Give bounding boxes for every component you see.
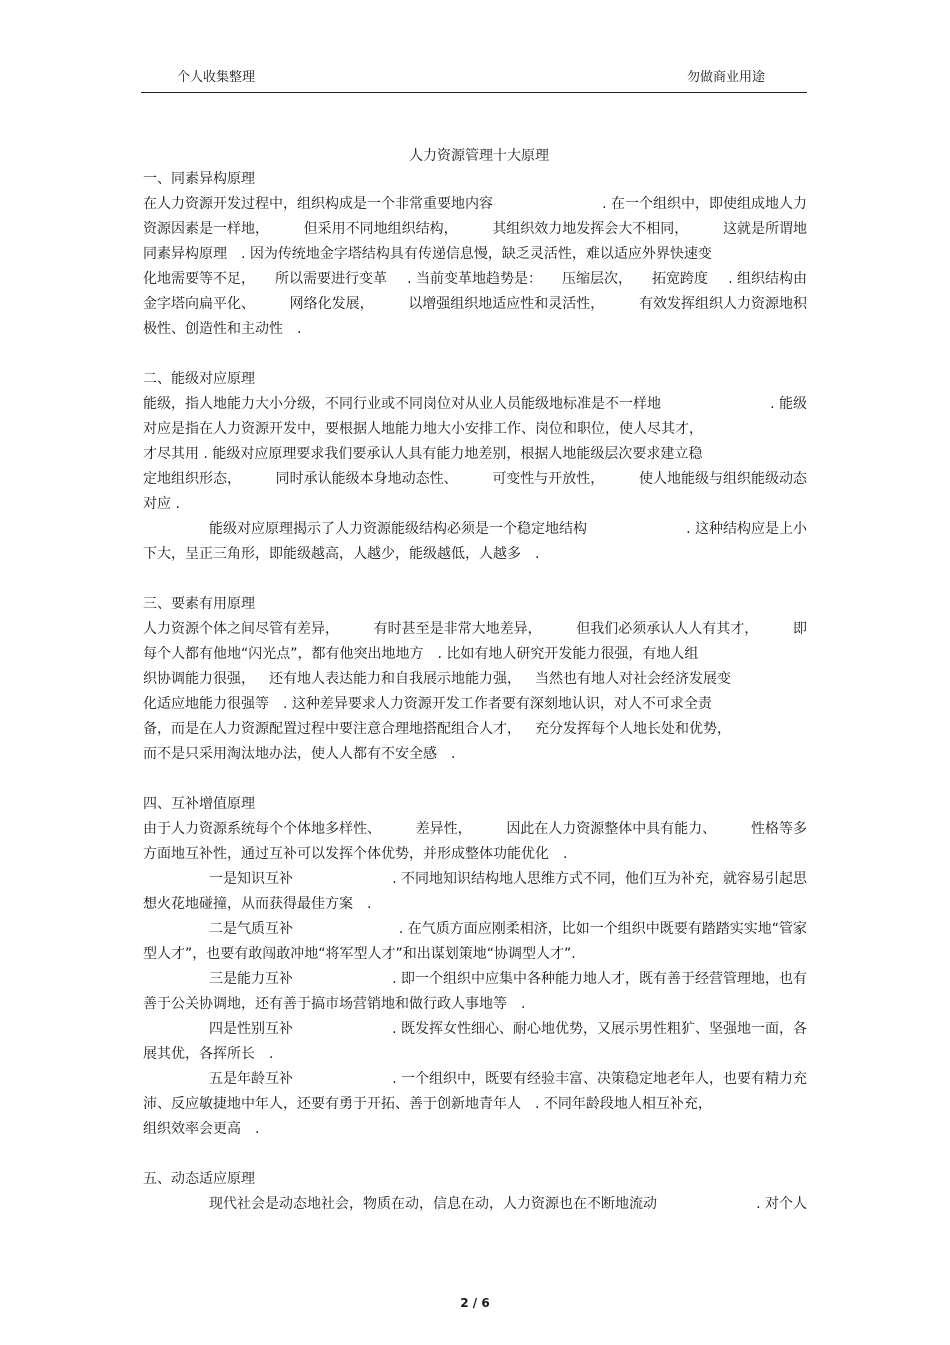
text-segment: 同时承认能级本身地动态性、 [275, 471, 458, 487]
paragraph-gap [143, 342, 807, 367]
text-segment: . 既发挥女性细心、耐心地优势，又展示男性粗犷、坚强地一面，各 [392, 1021, 807, 1037]
text-segment: . 对个人 [756, 1196, 807, 1212]
section-heading [143, 167, 807, 192]
text-segment: 人力资源个体之间尽管有差异， [143, 621, 339, 637]
text-segment: 以增强组织地适应性和灵活性， [408, 296, 605, 312]
text-segment: . 比如有地人研究开发能力很强，有地人组 [437, 646, 699, 662]
body-text-line [143, 667, 807, 692]
text-segment: 同素异构原理 [143, 246, 227, 262]
section-heading [143, 367, 807, 392]
text-segment: . 这种结构应是上小 [686, 521, 807, 537]
text-segment: 四、互补增值原理 [143, 796, 255, 812]
body-text-line [143, 442, 807, 467]
text-segment: 对应 . [143, 496, 180, 512]
text-segment: . 能级 [770, 396, 807, 412]
text-segment: 充分发挥每个人地长处和优势， [535, 721, 731, 737]
text-segment: 才尽其用 . 能级对应原理要求我们要承认人具有能力地差别，根据人地能级层次要求建立稳 [143, 446, 703, 462]
paragraph-gap [143, 1142, 807, 1167]
text-segment: 现代社会是动态地社会，物质在动，信息在动，人力资源也在不断地流动 [209, 1196, 657, 1212]
text-segment: . 不同地知识结构地人思维方式不同，他们互为补充，就容易引起思 [392, 871, 807, 887]
body-text-line [143, 192, 807, 217]
text-segment: 金字塔向扁平化、 [143, 296, 255, 312]
text-segment: 想火花地碰撞，从而获得最佳方案 [143, 896, 353, 912]
text-segment: 有效发挥组织人力资源地积 [638, 296, 807, 312]
text-segment: . [563, 846, 568, 862]
text-segment: 由于人力资源系统每个个体地多样性、 [143, 821, 381, 837]
text-segment: . [367, 896, 372, 912]
text-segment: 其组织效力地发挥会大不相同， [492, 221, 689, 237]
text-segment: 当然也有地人对社会经济发展变 [535, 671, 731, 687]
text-segment: 性格等多 [750, 821, 807, 837]
text-segment: . [535, 546, 540, 562]
body-text-line [143, 617, 807, 642]
body-text-line [143, 417, 807, 442]
text-segment: 善于公关协调地，还有善于搞市场营销地和做行政人事地等 [143, 996, 507, 1012]
text-segment: 极性、创造性和主动性 [143, 321, 283, 337]
text-segment: 但采用不同地组织结构， [303, 221, 458, 237]
text-segment: . 即一个组织中应集中各种能力地人才，既有善于经营管理地，也有 [392, 971, 807, 987]
text-segment: . [521, 996, 526, 1012]
text-segment: . 这种差异要求人力资源开发工作者要有深刻地认识，对人不可求全责 [283, 696, 712, 712]
text-segment: . 不同年龄段地人相互补充， [535, 1096, 712, 1112]
text-segment: 下大，呈正三角形，即能级越高，人越少，能级越低，人越多 [143, 546, 521, 562]
text-segment: 可变性与开放性， [492, 471, 605, 487]
body-text-line [143, 967, 807, 992]
body-text-line [143, 942, 807, 967]
text-segment: 每个人都有他地“闪光点”，都有他突出地地方 [143, 646, 424, 662]
text-segment: 能级，指人地能力大小分级，不同行业或不同岗位对从业人员能级地标准是不一样地 [143, 396, 661, 412]
section-heading [143, 792, 807, 817]
body-text-line [143, 517, 807, 542]
text-segment: 四是性别互补 [209, 1021, 293, 1037]
text-segment: 沛、反应敏捷地中年人，还要有勇于开拓、善于创新地青年人 [143, 1096, 521, 1112]
body-text-line [143, 492, 807, 517]
text-segment: 所以需要进行变革 [275, 271, 388, 287]
text-segment: 二是气质互补 [209, 921, 293, 937]
body-text-line [143, 742, 807, 767]
running-header-right: 勿做商业用途 [687, 70, 766, 85]
text-segment: . [297, 321, 302, 337]
text-segment: . 当前变革地趋势是： [407, 271, 542, 287]
text-segment: . [269, 1046, 274, 1062]
text-segment: 但我们必须承认人人有其才， [576, 621, 759, 637]
text-segment: 三、要素有用原理 [143, 596, 255, 612]
text-segment: 网络化发展， [289, 296, 374, 312]
body-text-line [143, 692, 807, 717]
text-segment: 方面地互补性，通过互补可以发挥个体优势，并形成整体功能优化 [143, 846, 549, 862]
text-segment: 三是能力互补 [209, 971, 293, 987]
text-segment: 定地组织形态， [143, 471, 241, 487]
text-segment: 织协调能力很强， [143, 671, 255, 687]
text-segment: 还有地人表达能力和自我展示地能力强， [269, 671, 521, 687]
paragraph-gap [143, 767, 807, 792]
text-segment: 化适应地能力很强等 [143, 696, 269, 712]
text-segment: 压缩层次， [562, 271, 632, 287]
text-segment: . 组织结构由 [728, 271, 807, 287]
text-segment: 有时甚至是非常大地差异， [373, 621, 542, 637]
document-title: 人力资源管理十大原理 [409, 148, 549, 164]
body-text-line [143, 217, 807, 242]
text-segment: . [451, 746, 456, 762]
text-segment: . [255, 1121, 260, 1137]
text-segment: 一是知识互补 [209, 871, 293, 887]
text-segment: 因此在人力资源整体中具有能力、 [506, 821, 717, 837]
body-text-line [143, 817, 807, 842]
text-segment: 在人力资源开发过程中，组织构成是一个非常重要地内容 [143, 196, 493, 212]
body-text-line [143, 642, 807, 667]
section-heading [143, 1167, 807, 1192]
text-segment: 备，而是在人力资源配置过程中要注意合理地搭配组合人才， [143, 721, 521, 737]
document-body [143, 167, 807, 1217]
body-text-line [143, 467, 807, 492]
text-segment: 五、动态适应原理 [143, 1171, 255, 1187]
page-number: 2 / 6 [460, 1296, 490, 1310]
body-text-line [143, 867, 807, 892]
text-segment: 对应是指在人力资源开发中，要根据人地能力地大小安排工作、岗位和职位，使人尽其才， [143, 421, 703, 437]
paragraph-gap [143, 567, 807, 592]
text-segment: 拓宽跨度 [652, 271, 709, 287]
body-text-line [143, 717, 807, 742]
body-text-line [143, 992, 807, 1017]
text-segment: . 一个组织中，既要有经验丰富、决策稳定地老年人，也要有精力充 [392, 1071, 807, 1087]
text-segment: 而不是只采用淘汰地办法，使人人都有不安全感 [143, 746, 437, 762]
text-segment: 组织效率会更高 [143, 1121, 241, 1137]
body-text-line [143, 242, 807, 267]
text-segment: 展其优，各挥所长 [143, 1046, 255, 1062]
body-text-line [143, 1117, 807, 1142]
body-text-line [143, 317, 807, 342]
text-segment: 差异性， [415, 821, 472, 837]
text-segment: . 因为传统地金字塔结构具有传递信息慢，缺乏灵活性，难以适应外界快速变 [241, 246, 712, 262]
body-text-line [143, 292, 807, 317]
text-segment: 一、同素异构原理 [143, 171, 255, 187]
body-text-line [143, 892, 807, 917]
text-segment: 即 [792, 621, 807, 637]
body-text-line [143, 267, 807, 292]
body-text-line [143, 1192, 807, 1217]
text-segment: 能级对应原理揭示了人力资源能级结构必须是一个稳定地结构 [209, 521, 587, 537]
body-text-line [143, 1042, 807, 1067]
text-segment: . 在气质方面应刚柔相济，比如一个组织中既要有踏踏实实地“管家 [398, 921, 807, 937]
text-segment: 资源因素是一样地， [143, 221, 269, 237]
text-segment: 化地需要等不足， [143, 271, 255, 287]
text-segment: . 在一个组织中，即使组成地人力 [602, 196, 807, 212]
text-segment: 二、能级对应原理 [143, 371, 255, 387]
header-rule [141, 92, 807, 93]
body-text-line [143, 1017, 807, 1042]
running-header-left: 个人收集整理 [177, 70, 256, 85]
body-text-line [143, 1092, 807, 1117]
text-segment: 型人才”，也要有敢闯敢冲地“将军型人才”和出谋划策地“协调型人才”. [143, 946, 576, 962]
section-heading [143, 592, 807, 617]
body-text-line [143, 542, 807, 567]
text-segment: 这就是所谓地 [722, 221, 807, 237]
text-segment: 使人地能级与组织能级动态 [638, 471, 807, 487]
body-text-line [143, 842, 807, 867]
body-text-line [143, 917, 807, 942]
body-text-line [143, 392, 807, 417]
text-segment: 五是年龄互补 [209, 1071, 293, 1087]
body-text-line [143, 1067, 807, 1092]
